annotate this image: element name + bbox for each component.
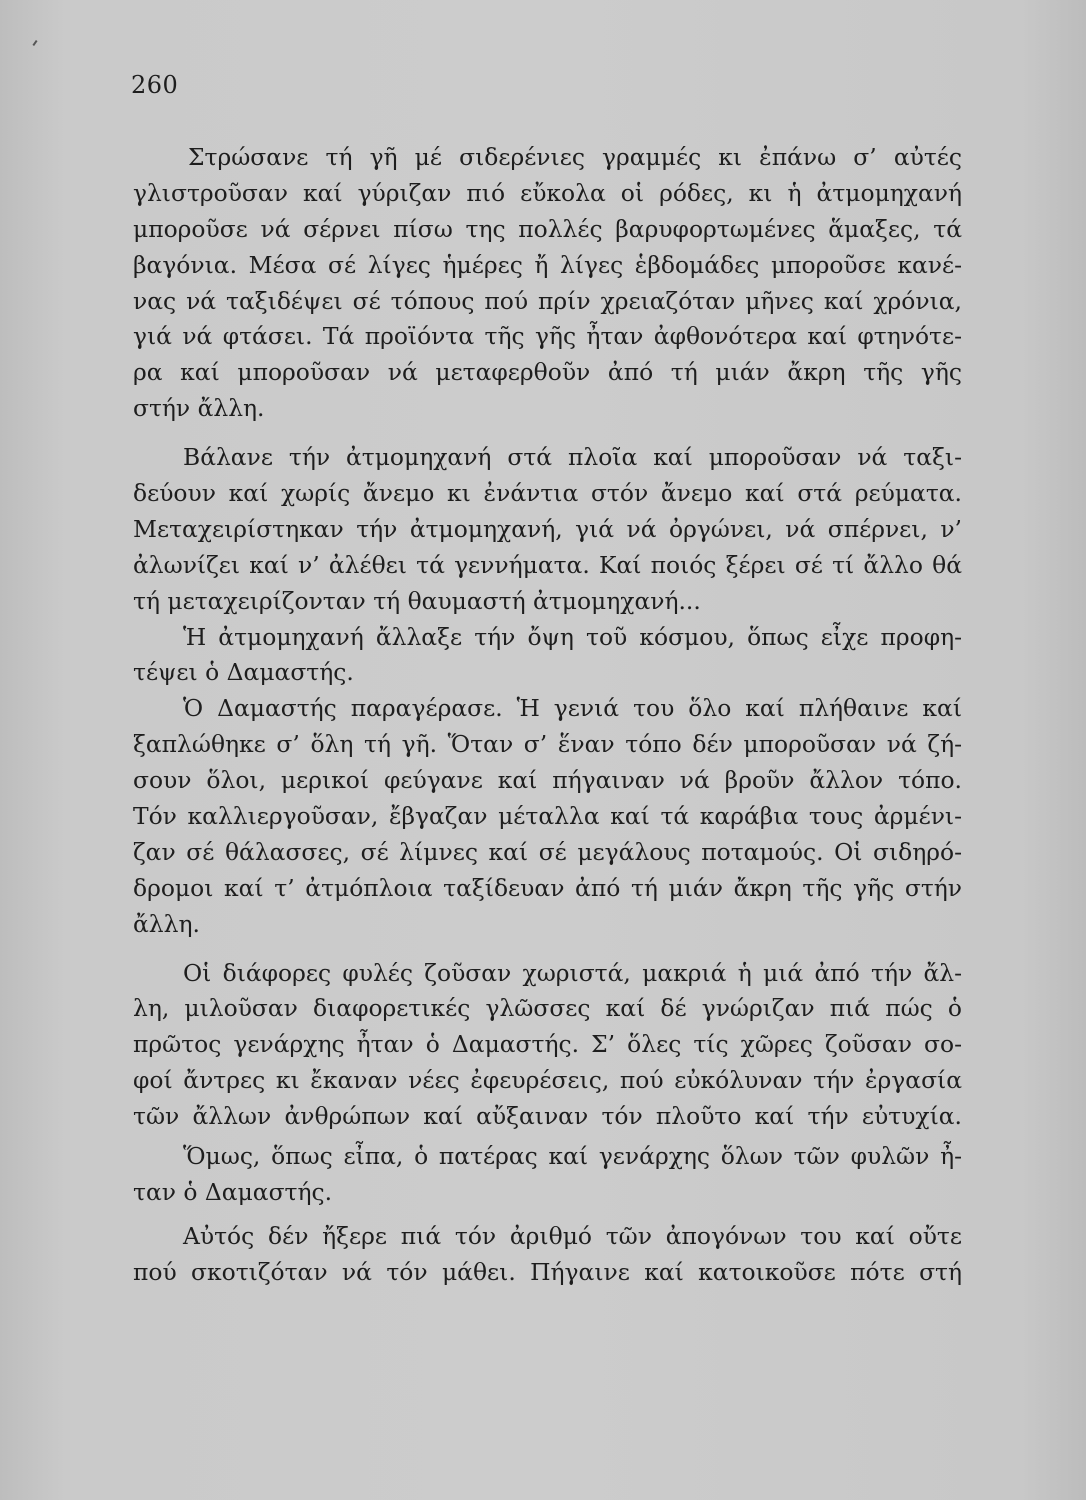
text-line: τῶν ἄλλων ἀνθρώπων καί αὔξαιναν τόν πλοῦτο καί τήν εὐτυχία. [133, 1102, 962, 1131]
text-line: Ὅμως, ὅπως εἶπα, ὁ πατέρας καί γενάρχης ὅλων τῶν φυλῶν ἦ- [183, 1142, 962, 1171]
text-line: Μεταχειρίστηκαν τήν ἀτμομηχανή, γιά νά ὀργώνει, νά σπέρνει, ν’ [133, 514, 962, 543]
text-line: Στρώσανε τή γῆ μέ σιδερένιες γραμμές κι ἐπάνω σ’ αὐτές [188, 143, 962, 171]
text-line: Ὁ Δαμαστής παραγέρασε. Ἡ γενιά του ὅλο καί πλήθαινε καί [183, 694, 962, 723]
text-line: ἄλλη. [133, 909, 200, 938]
text-line: τή μεταχειρίζονταν τή θαυμαστή ἀτμομηχανή... [133, 586, 701, 615]
paragraph-gap [133, 1211, 962, 1219]
text-line: φοί ἄντρες κι ἔκαναν νέες ἐφευρέσεις, πού εὐκόλυναν τήν ἐργασία [133, 1066, 962, 1095]
text-line: δρομοι καί τ’ ἀτμόπλοια ταξίδευαν ἀπό τή μιάν ἄκρη τῆς γῆς στήν [133, 873, 962, 902]
text-line: στήν ἄλλη. [133, 394, 265, 423]
paragraph-gap [133, 943, 962, 956]
text-line: Τόν καλλιεργοῦσαν, ἔβγαζαν μέταλλα καί τά καράβια τους ἀρμένι- [133, 802, 962, 831]
text-line: Αὐτός δέν ἤξερε πιά τόν ἀριθμό τῶν ἀπογόνων του καί οὔτε [183, 1221, 962, 1250]
text-line: δεύουν καί χωρίς ἄνεμο κι ἐνάντια στόν ἄνεμο καί στά ρεύματα. [133, 479, 962, 508]
page-number: 260 [131, 71, 179, 99]
text-line: νας νά ταξιδέψει σέ τόπους πού πρίν χρειαζόταν μῆνες καί χρόνια, [133, 286, 962, 315]
text-line: τέψει ὁ Δαμαστής. [133, 658, 354, 687]
text-line: λη, μιλοῦσαν διαφορετικές γλῶσσες καί δέ γνώριζαν πιά πώς ὁ [133, 994, 962, 1023]
text-line: ξαπλώθηκε σ’ ὅλη τή γῆ. Ὅταν σ’ ἕναν τόπο δέν μποροῦσαν νά ζή- [133, 730, 962, 759]
text-line: βαγόνια. Μέσα σέ λίγες ἡμέρες ἤ λίγες ἑβδομάδες μποροῦσε κανέ- [133, 250, 962, 279]
text-line: ρα καί μποροῦσαν νά μεταφερθοῦν ἀπό τή μιάν ἄκρη τῆς γῆς [133, 358, 962, 387]
text-line: ζαν σέ θάλασσες, σέ λίμνες καί σέ μεγάλους ποταμούς. Οἱ σιδηρό- [133, 837, 962, 866]
text-line: ἀλωνίζει καί ν’ ἀλέθει τά γεννήματα. Καί ποιός ξέρει σέ τί ἄλλο θά [133, 550, 962, 579]
paragraph-gap [133, 427, 962, 440]
margin-mark [32, 40, 37, 46]
text-line: μποροῦσε νά σέρνει πίσω της πολλές βαρυφορτωμένες ἅμαξες, τά [133, 214, 962, 243]
text-line: Βάλανε τήν ἀτμομηχανή στά πλοῖα καί μποροῦσαν νά ταξι- [183, 443, 962, 472]
text-line: πρῶτος γενάρχης ἦταν ὁ Δαμαστής. Σ’ ὅλες τίς χῶρες ζοῦσαν σο- [133, 1030, 962, 1059]
body-text [133, 140, 962, 1291]
text-line: γιά νά φτάσει. Τά προϊόντα τῆς γῆς ἦταν ἀφθονότερα καί φτηνότε- [133, 322, 962, 351]
text-line: Οἱ διάφορες φυλές ζοῦσαν χωριστά, μακριά ἡ μιά ἀπό τήν ἄλ- [183, 958, 962, 987]
text-line: γλιστροῦσαν καί γύριζαν πιό εὔκολα οἱ ρόδες, κι ἡ ἀτμομηχανή [133, 178, 962, 207]
text-line: πού σκοτιζόταν νά τόν μάθει. Πήγαινε καί κατοικοῦσε πότε στή [133, 1257, 962, 1286]
text-line: σουν ὅλοι, μερικοί φεύγανε καί πήγαιναν νά βροῦν ἄλλον τόπο. [133, 766, 962, 795]
text-line: Ἡ ἀτμομηχανή ἄλλαξε τήν ὄψη τοῦ κόσμου, ὅπως εἶχε προφη- [183, 622, 962, 651]
text-line: ταν ὁ Δαμαστής. [133, 1177, 333, 1206]
